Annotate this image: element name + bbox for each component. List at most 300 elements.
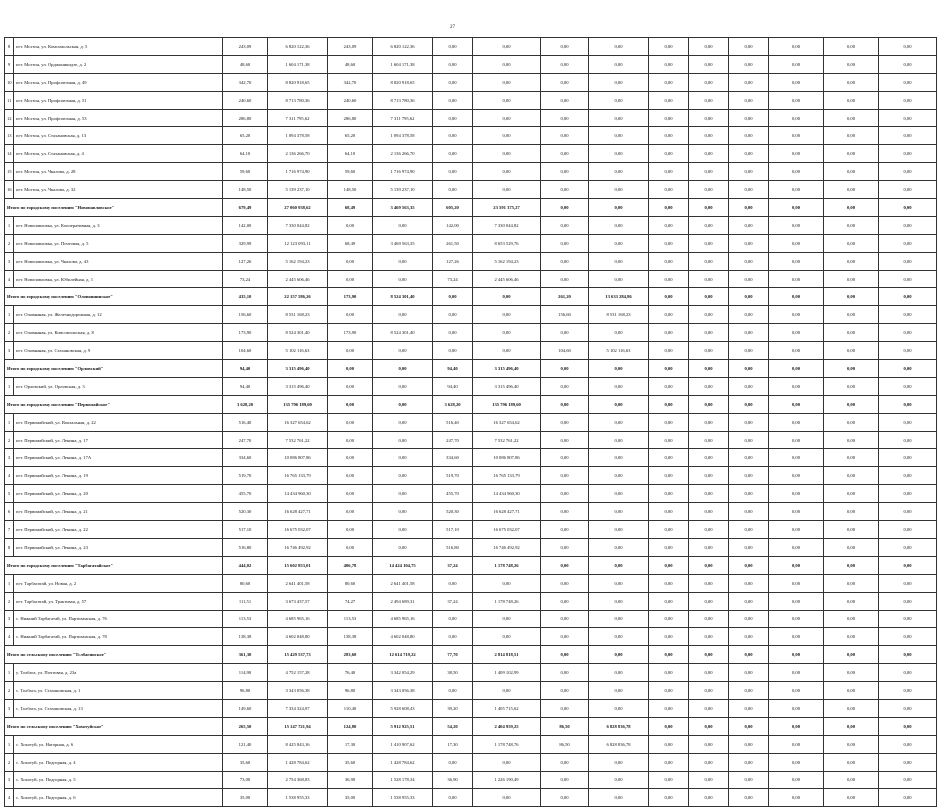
value-cell: 2 641 401,58 [268, 574, 328, 592]
value-cell: 243,09 [223, 38, 268, 56]
value-cell: 0,00 [689, 306, 729, 324]
table-row [5, 91, 937, 109]
value-cell: 0,00 [824, 556, 879, 574]
value-cell: 520,30 [433, 503, 473, 521]
value-cell: 0,00 [433, 610, 473, 628]
value-cell: 0,00 [541, 592, 589, 610]
row-number: 4 [5, 467, 14, 485]
value-cell: 0,00 [879, 55, 937, 73]
value-cell: 0,00 [879, 252, 937, 270]
value-cell: 0,00 [541, 485, 589, 503]
row-number: 1 [5, 306, 14, 324]
value-cell: 35,60 [223, 753, 268, 771]
value-cell: 0,00 [824, 163, 879, 181]
value-cell: 0,00 [541, 538, 589, 556]
value-cell: 1 178 748,26 [473, 592, 541, 610]
value-cell: 4 685 965,16 [268, 610, 328, 628]
value-cell: 3 469 563,35 [373, 234, 433, 252]
value-cell: 0,00 [373, 360, 433, 378]
value-cell: 1 716 974,90 [268, 163, 328, 181]
value-cell: 0,00 [433, 145, 473, 163]
value-cell: 0,00 [649, 360, 689, 378]
address-cell: пгт. Новопавловка, ул. Юбилейная, д. 1 [14, 270, 223, 288]
value-cell: 0,00 [769, 324, 824, 342]
value-cell: 0,00 [769, 395, 824, 413]
value-cell: 0,00 [649, 145, 689, 163]
value-cell: 334,60 [433, 449, 473, 467]
value-cell: 0,00 [824, 360, 879, 378]
value-cell: 0,00 [649, 288, 689, 306]
row-number: 2 [5, 682, 14, 700]
value-cell: 0,00 [541, 664, 589, 682]
value-cell: 0,00 [879, 682, 937, 700]
table-row [5, 342, 937, 360]
value-cell: 0,00 [541, 73, 589, 91]
table-row [5, 682, 937, 700]
address-cell: пгт. Орловский, ул. Орловская, д. 3 [14, 377, 223, 395]
value-cell: 0,00 [729, 717, 769, 735]
value-cell: 148,50 [223, 181, 268, 199]
value-cell: 0,00 [589, 699, 649, 717]
value-cell: 2 445 606,46 [473, 270, 541, 288]
value-cell: 0,00 [769, 109, 824, 127]
value-cell: 247,70 [433, 431, 473, 449]
value-cell: 0,00 [373, 395, 433, 413]
row-number: 16 [5, 181, 14, 199]
value-cell: 15 147 721,94 [268, 717, 328, 735]
value-cell: 0,00 [769, 181, 824, 199]
value-cell: 10 086 807,86 [473, 449, 541, 467]
value-cell: 0,00 [729, 682, 769, 700]
value-cell: 8 524 301,40 [373, 324, 433, 342]
value-cell: 5 162 194,23 [473, 252, 541, 270]
value-cell: 334,60 [223, 449, 268, 467]
value-cell: 0,00 [689, 91, 729, 109]
value-cell: 0,00 [649, 181, 689, 199]
value-cell: 0,00 [689, 270, 729, 288]
value-cell: 68,49 [328, 199, 373, 217]
value-cell: 0,00 [541, 413, 589, 431]
value-cell: 0,00 [473, 682, 541, 700]
address-cell: пгт. Новопавловка, ул. Почтовая, д. 5 [14, 234, 223, 252]
value-cell: 0,00 [589, 413, 649, 431]
value-cell: 0,00 [689, 538, 729, 556]
value-cell: 12 614 719,22 [373, 646, 433, 664]
value-cell: 0,00 [328, 485, 373, 503]
value-cell: 0,00 [328, 413, 373, 431]
value-cell: 0,00 [879, 38, 937, 56]
value-cell: 0,00 [824, 485, 879, 503]
value-cell: 3 315 496,40 [268, 360, 328, 378]
value-cell: 0,00 [589, 109, 649, 127]
value-cell: 39,20 [433, 699, 473, 717]
subtotal-label: Итого по сельскому поселению "Хохотуйское" [5, 717, 223, 735]
value-cell: 0,00 [589, 646, 649, 664]
value-cell: 0,00 [769, 771, 824, 789]
value-cell: 17,30 [328, 735, 373, 753]
value-cell: 286,80 [328, 109, 373, 127]
value-cell: 0,00 [541, 503, 589, 521]
row-number: 1 [5, 216, 14, 234]
value-cell: 94,40 [223, 377, 268, 395]
value-cell: 283,60 [328, 646, 373, 664]
value-cell: 0,00 [649, 73, 689, 91]
value-cell: 0,00 [541, 216, 589, 234]
subtotal-row [5, 360, 937, 378]
value-cell: 0,00 [729, 556, 769, 574]
table-row [5, 485, 937, 503]
table-row [5, 324, 937, 342]
value-cell: 104,60 [223, 342, 268, 360]
value-cell: 1 428 784,62 [268, 753, 328, 771]
value-cell: 0,00 [729, 324, 769, 342]
value-cell: 0,00 [649, 610, 689, 628]
value-cell: 0,00 [589, 574, 649, 592]
value-cell: 0,00 [689, 503, 729, 521]
table-row [5, 610, 937, 628]
value-cell: 0,00 [328, 503, 373, 521]
value-cell: 0,00 [879, 699, 937, 717]
value-cell: 37,24 [433, 592, 473, 610]
value-cell: 0,00 [769, 127, 824, 145]
value-cell: 0,00 [649, 55, 689, 73]
value-cell: 0,00 [649, 163, 689, 181]
table-row [5, 628, 937, 646]
row-number: 11 [5, 91, 14, 109]
value-cell: 14 434 960,30 [268, 485, 328, 503]
value-cell: 0,00 [689, 377, 729, 395]
value-cell: 0,00 [689, 449, 729, 467]
table-row [5, 181, 937, 199]
row-number: 12 [5, 109, 14, 127]
value-cell: 0,00 [689, 127, 729, 145]
value-cell: 0,00 [473, 163, 541, 181]
value-cell: 5 102 116,63 [268, 342, 328, 360]
value-cell: 0,00 [879, 556, 937, 574]
value-cell: 142,00 [223, 216, 268, 234]
value-cell: 0,00 [473, 342, 541, 360]
row-number: 10 [5, 73, 14, 91]
value-cell: 0,00 [649, 199, 689, 217]
address-cell: пгт. Оловянная, ул. Комсомольская, д. 8 [14, 324, 223, 342]
address-cell: пгт. Могзон, ул. Стахановская, д. 13 [14, 127, 223, 145]
value-cell: 0,00 [729, 199, 769, 217]
address-cell: пгт. Первомайский, ул. Вокзальная, д. 22 [14, 413, 223, 431]
value-cell: 0,00 [541, 145, 589, 163]
subtotal-label: Итого по городскому поселению "Первомайское" [5, 395, 223, 413]
value-cell: 0,00 [879, 753, 937, 771]
value-cell: 0,00 [769, 556, 824, 574]
value-cell: 0,00 [824, 449, 879, 467]
housing-program-table [4, 37, 937, 807]
value-cell: 0,00 [589, 664, 649, 682]
value-cell: 5 162 194,23 [268, 252, 328, 270]
value-cell: 0,00 [433, 288, 473, 306]
value-cell: 0,00 [689, 610, 729, 628]
value-cell: 0,00 [689, 38, 729, 56]
value-cell: 0,00 [649, 646, 689, 664]
value-cell: 16 327 654,62 [268, 413, 328, 431]
value-cell: 0,00 [649, 127, 689, 145]
value-cell: 0,00 [541, 360, 589, 378]
value-cell: 0,00 [729, 306, 769, 324]
value-cell: 0,00 [879, 628, 937, 646]
value-cell: 0,00 [769, 234, 824, 252]
value-cell: 0,00 [689, 342, 729, 360]
value-cell: 86,50 [541, 717, 589, 735]
value-cell: 0,00 [541, 199, 589, 217]
value-cell: 110,40 [328, 699, 373, 717]
table-row [5, 145, 937, 163]
value-cell: 0,00 [589, 199, 649, 217]
value-cell: 0,00 [824, 234, 879, 252]
value-cell: 0,00 [433, 163, 473, 181]
value-cell: 0,00 [433, 38, 473, 56]
table-row [5, 306, 937, 324]
value-cell: 0,00 [879, 664, 937, 682]
value-cell: 0,00 [729, 181, 769, 199]
value-cell: 156,60 [223, 306, 268, 324]
value-cell: 0,00 [824, 413, 879, 431]
value-cell: 16 765 133,79 [268, 467, 328, 485]
value-cell: 7 532 761,22 [268, 431, 328, 449]
value-cell: 0,00 [373, 467, 433, 485]
value-cell: 0,00 [649, 431, 689, 449]
value-cell: 1 178 748,26 [473, 556, 541, 574]
value-cell: 113,53 [328, 610, 373, 628]
value-cell: 0,00 [879, 270, 937, 288]
value-cell: 0,00 [473, 324, 541, 342]
value-cell: 0,00 [433, 306, 473, 324]
value-cell: 406,78 [328, 556, 373, 574]
address-cell: пгт. Оловянная, ул. Стахановская, д. 9 [14, 342, 223, 360]
value-cell: 16 746 492,92 [473, 538, 541, 556]
value-cell: 0,00 [824, 199, 879, 217]
value-cell: 0,00 [879, 91, 937, 109]
value-cell: 0,00 [649, 771, 689, 789]
value-cell: 0,00 [689, 145, 729, 163]
value-cell: 138,38 [328, 628, 373, 646]
table-row [5, 431, 937, 449]
value-cell: 0,00 [689, 556, 729, 574]
row-number: 7 [5, 521, 14, 539]
value-cell: 247,70 [223, 431, 268, 449]
value-cell: 14 434 960,30 [473, 485, 541, 503]
value-cell: 435,10 [223, 288, 268, 306]
address-cell: пгт. Первомайский, ул. Ленина, д. 17 [14, 431, 223, 449]
value-cell: 3 469 563,35 [373, 199, 433, 217]
value-cell: 0,00 [729, 252, 769, 270]
value-cell: 0,00 [541, 55, 589, 73]
value-cell: 0,00 [824, 592, 879, 610]
value-cell: 1 538 955,33 [268, 789, 328, 807]
value-cell: 0,00 [649, 699, 689, 717]
value-cell: 0,00 [769, 163, 824, 181]
value-cell: 0,00 [729, 216, 769, 234]
value-cell: 1 538 955,33 [373, 789, 433, 807]
value-cell: 16 628 427,71 [473, 503, 541, 521]
table-row [5, 216, 937, 234]
value-cell: 0,00 [769, 646, 824, 664]
value-cell: 0,00 [769, 753, 824, 771]
value-cell: 0,00 [373, 270, 433, 288]
value-cell: 0,00 [541, 395, 589, 413]
value-cell: 5 139 237,10 [373, 181, 433, 199]
value-cell: 0,00 [879, 181, 937, 199]
value-cell: 0,00 [541, 181, 589, 199]
row-number: 9 [5, 55, 14, 73]
value-cell: 86,50 [541, 735, 589, 753]
value-cell: 342,70 [328, 73, 373, 91]
table-row [5, 771, 937, 789]
value-cell: 0,00 [328, 467, 373, 485]
address-cell: пгт. Оловянная, ул. Железнодорожная, д. 12 [14, 306, 223, 324]
value-cell: 7 334 324,07 [268, 699, 328, 717]
value-cell: 0,00 [589, 145, 649, 163]
value-cell: 5 102 116,63 [589, 342, 649, 360]
table-row [5, 109, 937, 127]
value-cell: 1 094 378,58 [373, 127, 433, 145]
value-cell: 0,00 [541, 556, 589, 574]
value-cell: 4 685 965,16 [373, 610, 433, 628]
value-cell: 3 343 056,38 [268, 682, 328, 700]
value-cell: 37,24 [433, 556, 473, 574]
value-cell: 0,00 [373, 485, 433, 503]
value-cell: 0,00 [541, 753, 589, 771]
value-cell: 0,00 [729, 288, 769, 306]
value-cell: 148,50 [328, 181, 373, 199]
value-cell: 0,00 [541, 270, 589, 288]
address-cell: пгт. Тарбагатай, ул. Новая, д. 2 [14, 574, 223, 592]
value-cell: 0,00 [373, 252, 433, 270]
value-cell: 0,00 [769, 628, 824, 646]
value-cell: 127,26 [223, 252, 268, 270]
value-cell: 94,40 [223, 360, 268, 378]
value-cell: 361,30 [223, 646, 268, 664]
value-cell: 0,00 [328, 521, 373, 539]
value-cell: 0,00 [328, 270, 373, 288]
value-cell: 0,00 [433, 55, 473, 73]
value-cell: 0,00 [879, 538, 937, 556]
value-cell: 0,00 [729, 592, 769, 610]
value-cell: 0,00 [769, 342, 824, 360]
value-cell: 0,00 [769, 306, 824, 324]
value-cell: 0,00 [328, 431, 373, 449]
value-cell: 0,00 [689, 574, 729, 592]
value-cell: 0,00 [824, 145, 879, 163]
value-cell: 605,20 [433, 199, 473, 217]
value-cell: 0,00 [824, 324, 879, 342]
value-cell: 0,00 [729, 234, 769, 252]
value-cell: 7 330 044,82 [473, 216, 541, 234]
address-cell: у. Толбага, ул. Почтовая, д. 23а [14, 664, 223, 682]
value-cell: 0,00 [589, 38, 649, 56]
value-cell: 0,00 [541, 771, 589, 789]
value-cell: 0,00 [769, 682, 824, 700]
value-cell: 240,60 [328, 91, 373, 109]
value-cell: 0,00 [729, 395, 769, 413]
value-cell: 0,00 [824, 717, 879, 735]
value-cell: 0,00 [541, 574, 589, 592]
value-cell: 3 315 496,40 [473, 360, 541, 378]
value-cell: 455,70 [433, 485, 473, 503]
value-cell: 0,00 [824, 467, 879, 485]
value-cell: 0,00 [649, 485, 689, 503]
value-cell: 2 136 266,70 [268, 145, 328, 163]
address-cell: с. Хохотуй, ул. Подгорная, д. 4 [14, 753, 223, 771]
value-cell: 35,00 [223, 789, 268, 807]
value-cell: 0,00 [649, 234, 689, 252]
value-cell: 0,00 [879, 324, 937, 342]
value-cell: 0,00 [433, 574, 473, 592]
value-cell: 0,00 [879, 449, 937, 467]
value-cell: 0,00 [689, 699, 729, 717]
value-cell: 0,00 [541, 127, 589, 145]
value-cell: 0,00 [541, 234, 589, 252]
value-cell: 286,80 [223, 109, 268, 127]
value-cell: 0,00 [879, 73, 937, 91]
table-row [5, 521, 937, 539]
value-cell: 0,00 [649, 270, 689, 288]
address-cell: пгт. Первомайский, ул. Ленина, д. 20 [14, 485, 223, 503]
value-cell: 0,00 [879, 771, 937, 789]
value-cell: 0,00 [769, 664, 824, 682]
value-cell: 2 494 689,31 [373, 592, 433, 610]
value-cell: 0,00 [824, 38, 879, 56]
value-cell: 4 602 048,80 [373, 628, 433, 646]
table-row [5, 127, 937, 145]
value-cell: 240,60 [223, 91, 268, 109]
value-cell: 8 820 918,65 [373, 73, 433, 91]
value-cell: 2 136 266,70 [373, 145, 433, 163]
value-cell: 94,40 [433, 377, 473, 395]
value-cell: 0,00 [589, 556, 649, 574]
value-cell: 0,00 [589, 91, 649, 109]
value-cell: 142,00 [433, 216, 473, 234]
value-cell: 0,00 [769, 360, 824, 378]
value-cell: 36,90 [433, 771, 473, 789]
value-cell: 0,00 [824, 771, 879, 789]
value-cell: 0,00 [879, 199, 937, 217]
value-cell: 0,00 [649, 395, 689, 413]
value-cell: 111,51 [223, 592, 268, 610]
value-cell: 8 524 301,40 [268, 324, 328, 342]
value-cell: 0,00 [824, 288, 879, 306]
value-cell: 76,40 [328, 664, 373, 682]
value-cell: 0,00 [649, 216, 689, 234]
row-number: 2 [5, 324, 14, 342]
value-cell: 0,00 [649, 628, 689, 646]
value-cell: 3 628,20 [433, 395, 473, 413]
value-cell: 0,00 [879, 288, 937, 306]
value-cell: 0,00 [541, 628, 589, 646]
value-cell: 74,27 [328, 592, 373, 610]
value-cell: 0,00 [879, 735, 937, 753]
value-cell: 104,60 [541, 342, 589, 360]
value-cell: 0,00 [689, 216, 729, 234]
value-cell: 0,00 [328, 306, 373, 324]
value-cell: 0,00 [769, 270, 824, 288]
row-number: 3 [5, 610, 14, 628]
value-cell: 7 311 795,62 [268, 109, 328, 127]
value-cell: 0,00 [824, 610, 879, 628]
value-cell: 0,00 [689, 360, 729, 378]
value-cell: 0,00 [769, 216, 824, 234]
value-cell: 0,00 [879, 574, 937, 592]
value-cell: 7 330 044,82 [268, 216, 328, 234]
value-cell: 3 342 054,29 [373, 664, 433, 682]
value-cell: 59,60 [223, 163, 268, 181]
